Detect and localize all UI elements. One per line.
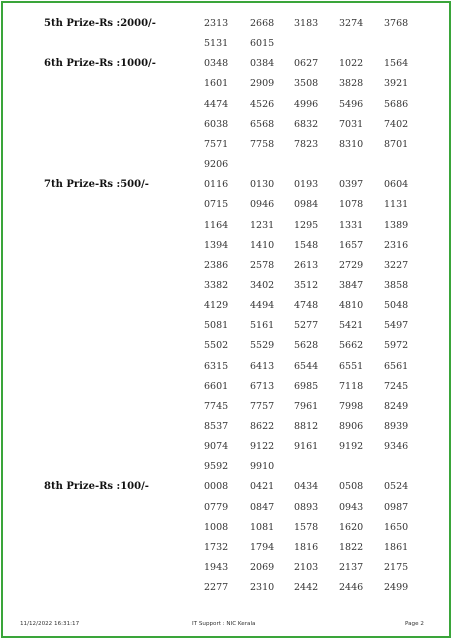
prize-row <box>0 219 452 239</box>
ticket-number: 9206 <box>204 159 229 171</box>
ticket-number: 8310 <box>339 138 364 150</box>
prize-row <box>0 480 452 500</box>
ticket-number: 0384 <box>250 58 275 70</box>
ticket-number: 7998 <box>339 400 364 412</box>
ticket-number: 0193 <box>294 179 319 191</box>
ticket-number: 1657 <box>339 239 364 251</box>
ticket-number: 1022 <box>339 58 364 70</box>
ticket-number: 7031 <box>339 118 364 130</box>
ticket-number: 1601 <box>204 78 229 90</box>
ticket-number: 8939 <box>384 421 409 432</box>
ticket-number: 5529 <box>250 340 275 352</box>
ticket-number: 1816 <box>294 541 319 553</box>
ticket-number: 4129 <box>204 300 229 312</box>
ticket-number: 2386 <box>204 259 229 271</box>
prize-row <box>0 77 452 97</box>
ticket-number: 5497 <box>384 320 409 332</box>
ticket-number: 2668 <box>250 18 275 29</box>
ticket-number: 2137 <box>339 562 364 573</box>
prize-row <box>0 380 452 400</box>
ticket-number: 3828 <box>339 78 364 90</box>
ticket-number: 5662 <box>339 340 364 352</box>
ticket-number: 9346 <box>384 441 409 453</box>
ticket-number: 0847 <box>250 501 275 513</box>
footer-it-support: IT Support : NIC Kerala <box>192 621 256 627</box>
ticket-number: 6561 <box>384 360 409 372</box>
ticket-number: 3274 <box>339 18 364 29</box>
ticket-number: 1410 <box>250 239 275 251</box>
ticket-number: 3183 <box>294 18 319 29</box>
ticket-number: 7961 <box>294 400 319 412</box>
ticket-number: 1389 <box>384 219 409 231</box>
ticket-number: 9192 <box>339 441 364 453</box>
prize-row <box>0 299 452 319</box>
ticket-number: 0779 <box>204 501 229 513</box>
ticket-number: 0116 <box>204 179 229 191</box>
ticket-number: 7402 <box>384 118 409 130</box>
ticket-number: 6015 <box>250 38 275 50</box>
ticket-number: 6832 <box>294 118 319 130</box>
ticket-number: 5161 <box>250 320 275 332</box>
prize-row <box>0 37 452 57</box>
ticket-number: 4494 <box>250 300 275 312</box>
prize-category-label: 5th Prize-Rs :2000/- <box>44 18 156 29</box>
ticket-number: 2103 <box>294 562 319 573</box>
ticket-number: 3512 <box>294 279 319 291</box>
ticket-number: 2277 <box>204 582 229 594</box>
ticket-number: 5972 <box>384 340 409 352</box>
prize-row <box>0 521 452 541</box>
prize-row <box>0 178 452 198</box>
ticket-number: 3382 <box>204 279 229 291</box>
ticket-number: 3227 <box>384 259 409 271</box>
ticket-number: 1131 <box>384 199 409 211</box>
ticket-number: 7245 <box>384 380 409 392</box>
ticket-number: 1650 <box>384 521 409 533</box>
page-footer <box>0 621 452 633</box>
ticket-number: 1794 <box>250 541 275 553</box>
ticket-number: 5048 <box>384 300 409 312</box>
ticket-number: 6038 <box>204 118 229 130</box>
prize-row <box>0 420 452 440</box>
ticket-number: 1548 <box>294 239 319 251</box>
ticket-number: 7757 <box>250 400 275 412</box>
ticket-number: 1620 <box>339 521 364 533</box>
ticket-number: 0984 <box>294 199 319 211</box>
ticket-number: 5686 <box>384 98 409 110</box>
ticket-number: 1331 <box>339 219 364 231</box>
ticket-number: 5502 <box>204 340 229 352</box>
prize-row <box>0 561 452 581</box>
ticket-number: 1578 <box>294 521 319 533</box>
prize-row <box>0 360 452 380</box>
prize-row <box>0 279 452 299</box>
ticket-number: 8701 <box>384 138 409 150</box>
ticket-number: 0893 <box>294 501 319 513</box>
prize-row <box>0 581 452 601</box>
ticket-number: 5277 <box>294 320 319 332</box>
ticket-number: 6568 <box>250 118 275 130</box>
ticket-number: 3921 <box>384 78 409 90</box>
ticket-number: 9122 <box>250 441 275 453</box>
ticket-number: 5421 <box>339 320 364 332</box>
ticket-number: 2313 <box>204 18 229 29</box>
prize-row <box>0 440 452 460</box>
ticket-number: 1394 <box>204 239 229 251</box>
ticket-number: 0946 <box>250 199 275 211</box>
ticket-number: 1822 <box>339 541 364 553</box>
ticket-number: 9074 <box>204 441 229 453</box>
ticket-number: 6551 <box>339 360 364 372</box>
ticket-number: 1564 <box>384 58 409 70</box>
ticket-number: 2175 <box>384 562 409 573</box>
ticket-number: 0627 <box>294 58 319 70</box>
ticket-number: 4526 <box>250 98 275 110</box>
ticket-number: 7823 <box>294 138 319 150</box>
ticket-number: 5628 <box>294 340 319 352</box>
ticket-number: 8622 <box>250 421 275 432</box>
ticket-number: 2446 <box>339 582 364 594</box>
prize-row <box>0 138 452 158</box>
ticket-number: 4748 <box>294 300 319 312</box>
ticket-number: 6413 <box>250 360 275 372</box>
prize-category-label: 8th Prize-Rs :100/- <box>44 481 149 493</box>
ticket-number: 1295 <box>294 219 319 231</box>
ticket-number: 9910 <box>250 461 275 473</box>
prize-row <box>0 259 452 279</box>
ticket-number: 2578 <box>250 259 275 271</box>
ticket-number: 7571 <box>204 138 229 150</box>
prize-row <box>0 400 452 420</box>
ticket-number: 0987 <box>384 501 409 513</box>
ticket-number: 2316 <box>384 239 409 251</box>
ticket-number: 9592 <box>204 461 229 473</box>
ticket-number: 1943 <box>204 562 229 573</box>
ticket-number: 5496 <box>339 98 364 110</box>
ticket-number: 0943 <box>339 501 364 513</box>
prize-row <box>0 339 452 359</box>
prize-row <box>0 57 452 77</box>
ticket-number: 1008 <box>204 521 229 533</box>
ticket-number: 1231 <box>250 219 275 231</box>
ticket-number: 3768 <box>384 18 409 29</box>
footer-page-number: Page 2 <box>405 621 424 627</box>
ticket-number: 6544 <box>294 360 319 372</box>
ticket-number: 0348 <box>204 58 229 70</box>
ticket-number: 1078 <box>339 199 364 211</box>
ticket-number: 7745 <box>204 400 229 412</box>
prize-row <box>0 460 452 480</box>
ticket-number: 4996 <box>294 98 319 110</box>
prize-category-label: 6th Prize-Rs :1000/- <box>44 58 156 70</box>
ticket-number: 0434 <box>294 481 319 493</box>
ticket-number: 0715 <box>204 199 229 211</box>
prize-row <box>0 319 452 339</box>
ticket-number: 7118 <box>339 380 364 392</box>
ticket-number: 2729 <box>339 259 364 271</box>
ticket-number: 0421 <box>250 481 275 493</box>
ticket-number: 0524 <box>384 481 409 493</box>
ticket-number: 8812 <box>294 421 319 432</box>
prize-row <box>0 501 452 521</box>
ticket-number: 2499 <box>384 582 409 594</box>
ticket-number: 8906 <box>339 421 364 432</box>
ticket-number: 6315 <box>204 360 229 372</box>
prize-row <box>0 239 452 259</box>
ticket-number: 3508 <box>294 78 319 90</box>
footer-datetime: 11/12/2022 16:31:17 <box>20 621 80 627</box>
ticket-number: 2442 <box>294 582 319 594</box>
ticket-number: 8249 <box>384 400 409 412</box>
prize-category-label: 7th Prize-Rs :500/- <box>44 179 149 191</box>
ticket-number: 0397 <box>339 179 364 191</box>
prize-row <box>0 17 452 37</box>
ticket-number: 4810 <box>339 300 364 312</box>
ticket-number: 9161 <box>294 441 319 453</box>
ticket-number: 1081 <box>250 521 275 533</box>
ticket-number: 1732 <box>204 541 229 553</box>
ticket-number: 6601 <box>204 380 229 392</box>
ticket-number: 2909 <box>250 78 275 90</box>
ticket-number: 2069 <box>250 562 275 573</box>
ticket-number: 6713 <box>250 380 275 392</box>
prize-row <box>0 158 452 178</box>
ticket-number: 3858 <box>384 279 409 291</box>
ticket-number: 2310 <box>250 582 275 594</box>
ticket-number: 5081 <box>204 320 229 332</box>
ticket-number: 3402 <box>250 279 275 291</box>
ticket-number: 0508 <box>339 481 364 493</box>
ticket-number: 0604 <box>384 179 409 191</box>
prize-row <box>0 98 452 118</box>
ticket-number: 1861 <box>384 541 409 553</box>
ticket-number: 0008 <box>204 481 229 493</box>
ticket-number: 2613 <box>294 259 319 271</box>
ticket-number: 6985 <box>294 380 319 392</box>
ticket-number: 8537 <box>204 421 229 432</box>
ticket-number: 1164 <box>204 219 229 231</box>
ticket-number: 0130 <box>250 179 275 191</box>
prize-row <box>0 118 452 138</box>
ticket-number: 5131 <box>204 38 229 50</box>
ticket-number: 3847 <box>339 279 364 291</box>
prize-row <box>0 541 452 561</box>
prize-row <box>0 198 452 218</box>
ticket-number: 4474 <box>204 98 229 110</box>
ticket-number: 7758 <box>250 138 275 150</box>
